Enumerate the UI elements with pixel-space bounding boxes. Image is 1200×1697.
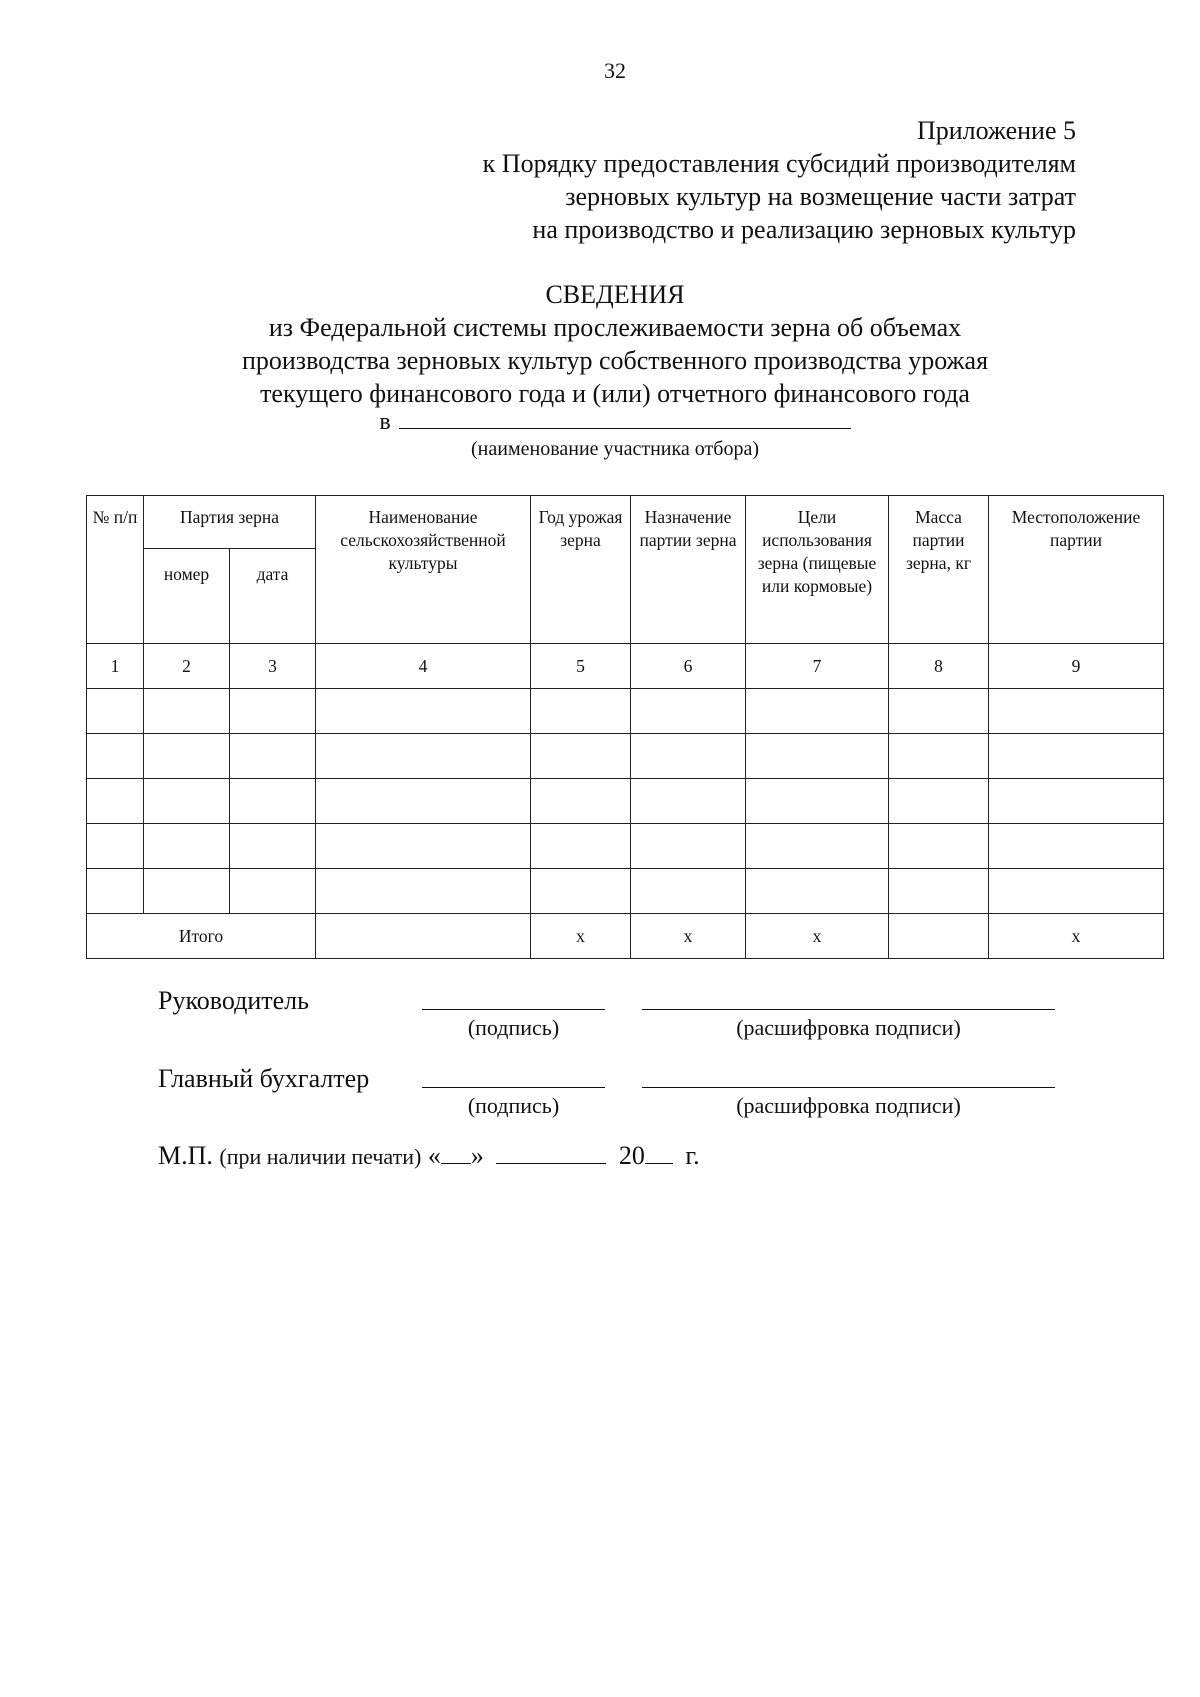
- table-cell[interactable]: [316, 734, 531, 779]
- table-row: [87, 869, 1164, 914]
- participant-line: [0, 408, 1200, 436]
- table-cell[interactable]: [631, 779, 746, 824]
- accountant-signature-line[interactable]: [422, 1087, 605, 1088]
- table-row: [87, 824, 1164, 869]
- header-batch-date: дата: [230, 549, 316, 644]
- header-grain-batch: Партия зерна: [144, 496, 316, 549]
- appendix-line: зерновых культур на возмещение части затрат: [565, 182, 1076, 211]
- table-cell[interactable]: [144, 869, 230, 914]
- table-cell[interactable]: [989, 734, 1164, 779]
- page-number: 32: [604, 58, 626, 83]
- title-line: текущего финансового года и (или) отчетного финансового года: [260, 379, 970, 408]
- total-cell: х: [989, 914, 1164, 959]
- year-prefix: 20: [618, 1141, 645, 1170]
- table-cell[interactable]: [230, 689, 316, 734]
- table-cell[interactable]: [746, 779, 889, 824]
- column-numbers-row: [87, 644, 1164, 689]
- table-cell[interactable]: [316, 689, 531, 734]
- table-cell[interactable]: [316, 869, 531, 914]
- title-heading: СВЕДЕНИЯ: [545, 280, 685, 309]
- accountant-label: Главный бухгалтер: [158, 1064, 370, 1093]
- table-cell[interactable]: [531, 689, 631, 734]
- table-cell[interactable]: [87, 824, 144, 869]
- table-cell[interactable]: [531, 869, 631, 914]
- year-suffix: г.: [685, 1141, 700, 1170]
- table-cell[interactable]: [230, 869, 316, 914]
- total-cell: х: [531, 914, 631, 959]
- appendix-line: Приложение 5: [916, 116, 1076, 145]
- table-cell[interactable]: [316, 779, 531, 824]
- header-number: № п/п: [87, 496, 144, 644]
- head-signature-line[interactable]: [422, 1009, 605, 1010]
- column-number: 3: [230, 644, 316, 689]
- total-label: Итого: [87, 914, 316, 959]
- accountant-signature-caption: (подпись): [467, 1093, 560, 1118]
- table-cell[interactable]: [144, 689, 230, 734]
- table-cell[interactable]: [631, 689, 746, 734]
- column-number: 4: [316, 644, 531, 689]
- table-cell[interactable]: [989, 869, 1164, 914]
- stamp-note: (при наличии печати): [219, 1144, 422, 1169]
- column-number: 8: [889, 644, 989, 689]
- grain-data-table: [86, 495, 1164, 959]
- table-cell[interactable]: [87, 734, 144, 779]
- table-cell[interactable]: [989, 689, 1164, 734]
- title-line: производства зерновых культур собственного производства урожая: [241, 346, 989, 375]
- stamp-date-line: [158, 1141, 700, 1171]
- table-cell[interactable]: [889, 689, 989, 734]
- total-cell: х: [631, 914, 746, 959]
- table-cell[interactable]: [87, 689, 144, 734]
- head-signature-caption: (подпись): [467, 1015, 560, 1040]
- table-cell[interactable]: [144, 734, 230, 779]
- table-cell[interactable]: [531, 734, 631, 779]
- header-batch-mass: Масса партии зерна, кг: [889, 496, 989, 644]
- table-cell[interactable]: [230, 824, 316, 869]
- total-row: [87, 914, 1164, 959]
- header-batch-purpose: Назначение партии зерна: [631, 496, 746, 644]
- appendix-heading: [483, 114, 1076, 246]
- month-blank[interactable]: [496, 1143, 606, 1164]
- stamp-label: М.П.: [158, 1141, 213, 1170]
- head-label: Руководитель: [158, 986, 309, 1015]
- table-cell[interactable]: [889, 869, 989, 914]
- close-quote: »: [470, 1141, 484, 1170]
- table-row: [87, 779, 1164, 824]
- day-blank[interactable]: [441, 1143, 471, 1164]
- column-number: 9: [989, 644, 1164, 689]
- table-row: [87, 689, 1164, 734]
- header-batch-number: номер: [144, 549, 230, 644]
- table-cell[interactable]: [631, 734, 746, 779]
- document-title: [0, 278, 1200, 410]
- table-cell[interactable]: [889, 779, 989, 824]
- table-cell[interactable]: [144, 824, 230, 869]
- total-cell[interactable]: [316, 914, 531, 959]
- column-number: 2: [144, 644, 230, 689]
- accountant-decode-caption: (расшифровка подписи): [736, 1093, 961, 1118]
- appendix-line: к Порядку предоставления субсидий производителям: [482, 149, 1076, 178]
- column-number: 7: [746, 644, 889, 689]
- table-cell[interactable]: [631, 824, 746, 869]
- head-decode-line[interactable]: [642, 1009, 1055, 1010]
- open-quote: «: [427, 1141, 441, 1170]
- table-cell[interactable]: [746, 869, 889, 914]
- header-harvest-year: Год урожая зерна: [531, 496, 631, 644]
- table-cell[interactable]: [87, 779, 144, 824]
- table-cell[interactable]: [889, 824, 989, 869]
- column-number: 6: [631, 644, 746, 689]
- header-usage-goals: Цели использования зерна (пищевые или кормовые): [746, 496, 889, 644]
- total-cell[interactable]: [889, 914, 989, 959]
- column-number: 1: [87, 644, 144, 689]
- table-cell[interactable]: [746, 689, 889, 734]
- table-cell[interactable]: [531, 824, 631, 869]
- participant-prefix: в: [379, 409, 391, 435]
- title-line: из Федеральной системы прослеживаемости зерна об объемах: [268, 313, 962, 342]
- table-cell[interactable]: [989, 824, 1164, 869]
- participant-caption: (наименование участника отбора): [471, 438, 759, 460]
- participant-name-blank[interactable]: [399, 408, 851, 429]
- table-cell[interactable]: [531, 779, 631, 824]
- table-cell[interactable]: [746, 824, 889, 869]
- head-decode-caption: (расшифровка подписи): [736, 1015, 961, 1040]
- year-blank[interactable]: [645, 1143, 673, 1164]
- table-cell[interactable]: [316, 824, 531, 869]
- table-cell[interactable]: [746, 734, 889, 779]
- table-cell[interactable]: [989, 779, 1164, 824]
- total-cell: х: [746, 914, 889, 959]
- table-cell[interactable]: [230, 734, 316, 779]
- appendix-line: на производство и реализацию зерновых культур: [532, 215, 1076, 244]
- table-cell[interactable]: [144, 779, 230, 824]
- table-cell[interactable]: [230, 779, 316, 824]
- accountant-decode-line[interactable]: [642, 1087, 1055, 1088]
- table-row: [87, 734, 1164, 779]
- table-cell[interactable]: [631, 869, 746, 914]
- table-cell[interactable]: [87, 869, 144, 914]
- column-number: 5: [531, 644, 631, 689]
- table-cell[interactable]: [889, 734, 989, 779]
- header-batch-location: Местоположение партии: [989, 496, 1164, 644]
- header-crop-name: Наименование сельскохозяйственной культуры: [316, 496, 531, 644]
